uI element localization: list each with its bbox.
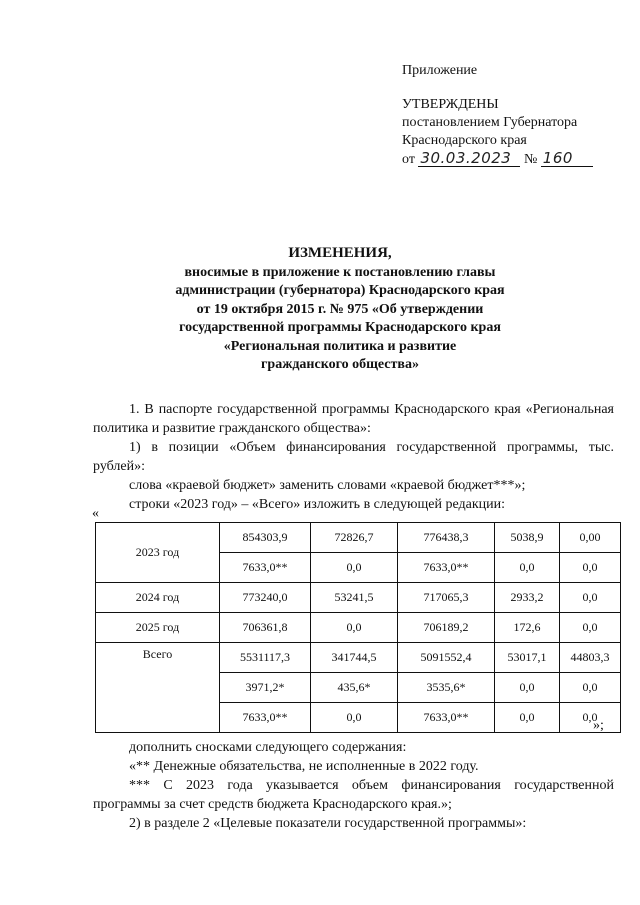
row-label: Всего xyxy=(96,643,220,733)
title-line: гражданского общества» xyxy=(261,357,419,372)
table-cell: 0,0 xyxy=(560,613,621,643)
table-cell: 0,0 xyxy=(560,583,621,613)
title-line: от 19 октября 2015 г. № 975 «Об утверждении xyxy=(196,301,484,317)
table-cell: 5531117,3 xyxy=(220,643,311,673)
row-label: 2023 год xyxy=(96,523,220,583)
table-cell: 72826,7 xyxy=(311,523,398,553)
row-label: 2025 год xyxy=(96,613,220,643)
date-prefix: от xyxy=(402,152,415,167)
title-line: администрации (губернатора) Краснодарского края xyxy=(175,283,505,298)
table-cell: 854303,9 xyxy=(220,523,311,553)
approved-by-region: Краснодарского края xyxy=(402,133,527,148)
table-row xyxy=(96,613,621,643)
table-cell: 0,0 xyxy=(560,703,621,733)
appendix-label: Приложение xyxy=(402,63,478,78)
table-row xyxy=(96,643,621,673)
table-cell: 44803,3 xyxy=(560,643,621,673)
table-cell: 0,0 xyxy=(311,613,398,643)
table-cell: 776438,3 xyxy=(398,523,495,553)
handwritten-date: 30.03.2023 xyxy=(418,150,520,167)
table-cell: 7633,0** xyxy=(398,553,495,583)
outro-paragraph-2: «** Денежные обязательства, не исполненные в 2022 году. xyxy=(129,759,479,774)
table-cell: 706189,2 xyxy=(398,613,495,643)
table-cell: 0,0 xyxy=(495,553,560,583)
outro-text xyxy=(93,738,614,833)
approved-label: УТВЕРЖДЕНЫ xyxy=(402,97,499,112)
table-cell: 0,00 xyxy=(560,523,621,553)
table-row xyxy=(96,583,621,613)
title-main: ИЗМЕНЕНИЯ, xyxy=(288,245,392,261)
table-cell: 0,0 xyxy=(495,673,560,703)
approval-block xyxy=(402,62,593,169)
table-cell: 5038,9 xyxy=(495,523,560,553)
intro-paragraph-2: 1) в позиции «Объем финансирования государственной программы, тыс. рублей»: xyxy=(93,440,614,474)
intro-paragraph-3: слова «краевой бюджет» заменить словами «краевой бюджет***»; xyxy=(129,478,526,493)
table-cell: 0,0 xyxy=(560,673,621,703)
outro-paragraph-4: 2) в разделе 2 «Целевые показатели государственной программы»: xyxy=(129,816,527,831)
financing-table xyxy=(95,522,621,733)
table-cell: 5091552,4 xyxy=(398,643,495,673)
outro-paragraph-1: дополнить сносками следующего содержания: xyxy=(129,740,407,755)
table-cell: 717065,3 xyxy=(398,583,495,613)
table-open-quote: « xyxy=(92,506,99,521)
table-cell: 0,0 xyxy=(495,703,560,733)
table-cell: 435,6* xyxy=(311,673,398,703)
document-title xyxy=(90,244,590,375)
intro-paragraph-1: 1. В паспорте государственной программы Краснодарского края «Региональная политика и развитие гражданского общества»: xyxy=(93,402,614,436)
number-prefix: № xyxy=(523,152,538,167)
approval-date-line xyxy=(402,150,593,169)
handwritten-number: 160 xyxy=(541,150,593,167)
table-cell: 172,6 xyxy=(495,613,560,643)
table-row xyxy=(96,523,621,553)
row-label: 2024 год xyxy=(96,583,220,613)
table-cell: 0,0 xyxy=(311,553,398,583)
table-cell: 706361,8 xyxy=(220,613,311,643)
table-cell: 0,0 xyxy=(311,703,398,733)
table-cell: 7633,0** xyxy=(220,703,311,733)
table-cell: 7633,0** xyxy=(398,703,495,733)
table-cell: 0,0 xyxy=(560,553,621,583)
table-cell: 341744,5 xyxy=(311,643,398,673)
outro-paragraph-3: *** С 2023 года указывается объем финансирования государственной программы за счет средств бюджета Краснодарского края.»; xyxy=(93,778,614,812)
table-cell: 2933,2 xyxy=(495,583,560,613)
table-cell: 7633,0** xyxy=(220,553,311,583)
table-cell: 53241,5 xyxy=(311,583,398,613)
intro-text xyxy=(93,400,614,514)
title-line: государственной программы Краснодарского края xyxy=(179,320,501,335)
intro-paragraph-4: строки «2023 год» – «Всего» изложить в следующей редакции: xyxy=(129,497,506,512)
title-line: вносимые в приложение к постановлению главы xyxy=(184,264,496,280)
table-cell: 773240,0 xyxy=(220,583,311,613)
title-line: «Региональная политика и развитие xyxy=(223,338,457,354)
table-cell: 3535,6* xyxy=(398,673,495,703)
table-cell: 3971,2* xyxy=(220,673,311,703)
table-cell: 53017,1 xyxy=(495,643,560,673)
approved-by-line: постановлением Губернатора xyxy=(402,115,578,130)
table-close-quote: »; xyxy=(593,718,604,733)
